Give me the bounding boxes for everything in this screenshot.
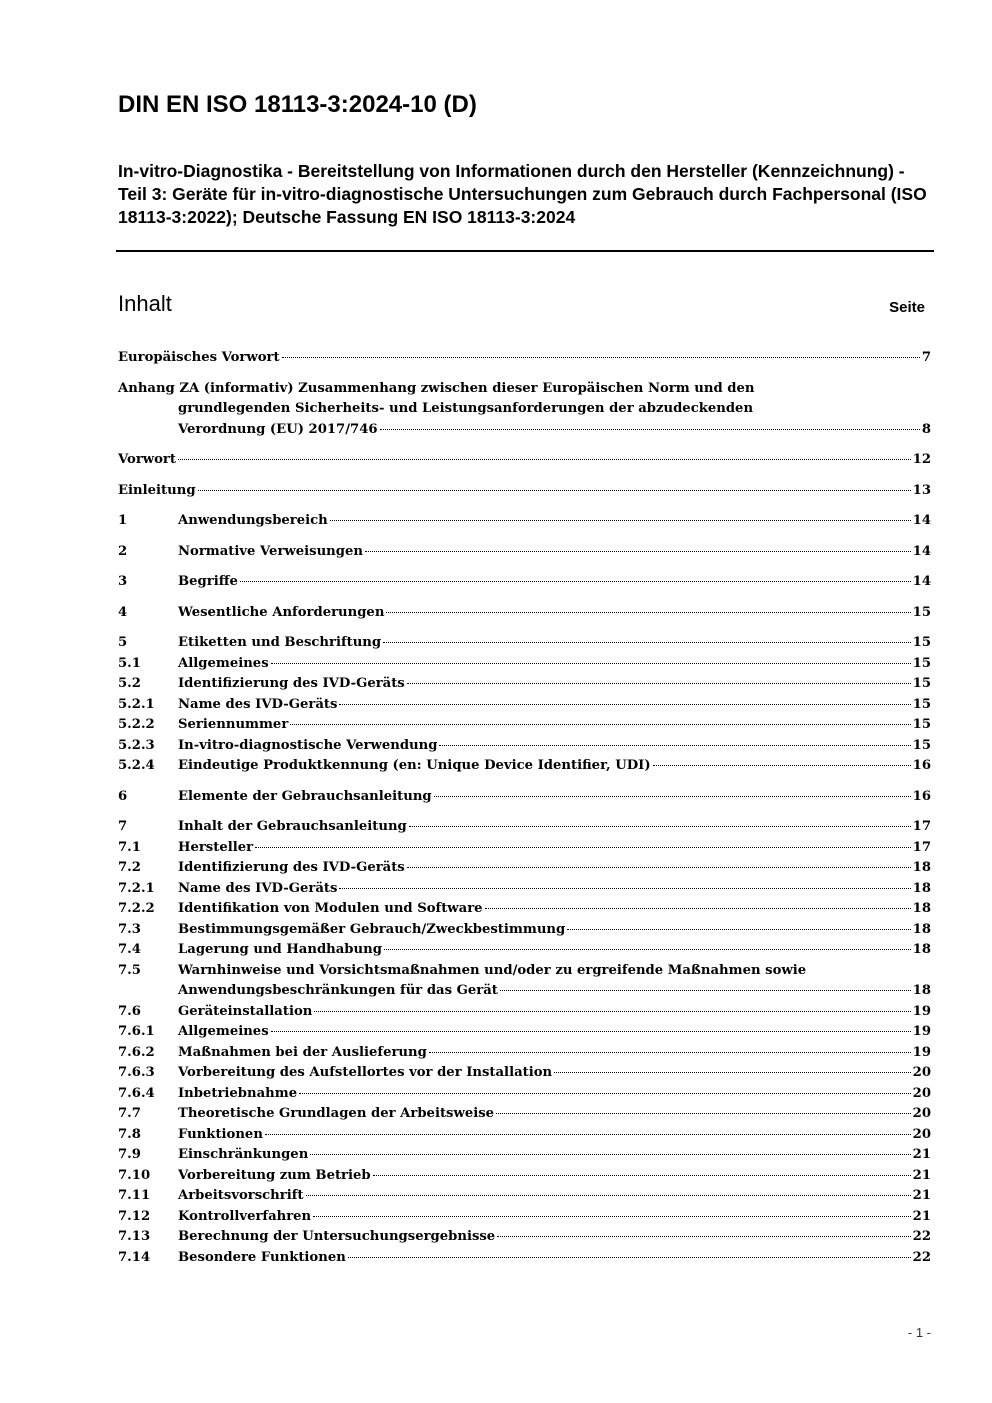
toc-entry-number: 3 xyxy=(118,574,128,589)
dot-leader xyxy=(497,1236,910,1237)
toc-entry[interactable] xyxy=(118,1227,931,1248)
toc-entry-title: Inhalt der Gebrauchsanleitung xyxy=(178,819,407,834)
toc-entry-number: 5.2.2 xyxy=(118,717,155,732)
dot-leader xyxy=(653,765,911,766)
toc-entry-number: 5.2 xyxy=(118,676,141,691)
toc-entry-page: 17 xyxy=(912,839,931,855)
toc-entry-title: Etiketten und Beschriftung xyxy=(178,635,382,650)
toc-entry-page: 8 xyxy=(921,421,931,437)
dot-leader xyxy=(567,929,910,930)
toc-entry-title: Wesentliche Anforderungen xyxy=(178,604,385,620)
dot-leader xyxy=(339,888,910,889)
toc-entry-page: 20 xyxy=(912,1065,931,1080)
table-of-contents xyxy=(118,348,931,1268)
dot-leader xyxy=(496,1113,911,1114)
dot-leader xyxy=(313,1216,910,1217)
toc-entry-page: 15 xyxy=(912,696,931,712)
toc-entry-title: Allgemeines xyxy=(178,1024,269,1039)
toc-entry-title: Maßnahmen bei der Auslieferung xyxy=(178,1044,427,1060)
toc-heading: Inhalt xyxy=(118,291,172,316)
toc-entry[interactable] xyxy=(118,1186,931,1207)
dot-leader xyxy=(409,826,911,827)
toc-entry-title: Eindeutige Produktkennung (en: Unique Device Identifier, UDI) xyxy=(178,758,651,773)
toc-entry-number: 5.2.4 xyxy=(118,758,155,773)
toc-entry-title: Vorbereitung zum Betrieb xyxy=(178,1167,371,1183)
dot-leader xyxy=(407,683,911,684)
toc-entry-page: 21 xyxy=(912,1208,931,1224)
toc-entry[interactable] xyxy=(118,899,931,920)
toc-entry[interactable] xyxy=(118,920,931,941)
toc-entry[interactable] xyxy=(118,450,931,471)
toc-entry-title: Normative Verweisungen xyxy=(178,543,363,559)
toc-entry[interactable] xyxy=(118,817,931,838)
toc-entry-page: 18 xyxy=(912,921,931,937)
toc-entry-page: 7 xyxy=(921,350,931,365)
toc-entry-number: 7.1 xyxy=(118,839,141,855)
toc-entry[interactable] xyxy=(118,1145,931,1166)
dot-leader xyxy=(240,581,911,582)
dot-leader xyxy=(500,990,911,991)
toc-entry-page: 15 xyxy=(912,717,931,732)
toc-entry[interactable] xyxy=(118,1166,931,1187)
toc-entry[interactable] xyxy=(118,1002,931,1023)
toc-entry-title: Besondere Funktionen xyxy=(178,1249,346,1265)
toc-entry-number: 7.12 xyxy=(118,1208,151,1224)
toc-entry-page: 19 xyxy=(912,1044,931,1060)
toc-entry-title: Einleitung xyxy=(118,482,196,498)
dot-leader xyxy=(485,908,911,909)
toc-entry-page: 15 xyxy=(912,737,931,753)
toc-entry-number: 5.2.3 xyxy=(118,737,155,753)
toc-entry-page: 14 xyxy=(912,574,931,589)
toc-entry[interactable] xyxy=(118,961,931,982)
page-number: - 1 - xyxy=(907,1325,931,1340)
dot-leader xyxy=(314,1011,910,1012)
toc-entry-page: 19 xyxy=(912,1024,931,1039)
toc-entry-page: 15 xyxy=(912,604,931,620)
toc-entry[interactable] xyxy=(118,838,931,859)
toc-entry-title: Vorwort xyxy=(118,452,176,467)
toc-entry-title-cont: Verordnung (EU) 2017/746 xyxy=(178,421,378,437)
toc-entry[interactable] xyxy=(118,1043,931,1064)
toc-entry-number: 7.6.2 xyxy=(118,1044,155,1060)
toc-entry[interactable] xyxy=(118,654,931,675)
dot-leader xyxy=(339,704,910,705)
toc-entry-title: Arbeitsvorschrift xyxy=(178,1188,304,1203)
dot-leader xyxy=(439,745,910,746)
dot-leader xyxy=(310,1154,910,1155)
toc-entry-title: Anwendungsbereich xyxy=(178,513,328,528)
toc-entry-number: 7.6 xyxy=(118,1003,141,1019)
toc-entry[interactable] xyxy=(118,1022,931,1043)
toc-entry-title: Allgemeines xyxy=(178,655,269,671)
toc-entry-title: Warnhinweise und Vorsichtsmaßnahmen und/oder zu ergreifende Maßnahmen sowie xyxy=(178,962,807,978)
toc-entry-title: Name des IVD-Geräts xyxy=(178,696,338,712)
toc-entry[interactable] xyxy=(118,736,931,757)
toc-entry-title: Identifikation von Modulen und Software xyxy=(178,901,483,916)
toc-entry-anhang-za[interactable] xyxy=(118,379,931,441)
toc-entry[interactable] xyxy=(118,1063,931,1084)
toc-entry[interactable] xyxy=(118,1248,931,1269)
toc-entry[interactable] xyxy=(118,1084,931,1105)
toc-entry-title: Begriffe xyxy=(178,574,238,589)
dot-leader xyxy=(178,459,911,460)
document-title: DIN EN ISO 18113-3:2024-10 (D) xyxy=(118,91,477,118)
toc-entry[interactable] xyxy=(118,879,931,900)
toc-entry-title: Seriennummer xyxy=(178,717,289,732)
toc-entry-page: 18 xyxy=(912,983,931,998)
toc-entry-title-cont: grundlegenden Sicherheits- und Leistungsanforderungen der abzudeckenden xyxy=(178,401,754,416)
toc-entry[interactable] xyxy=(118,715,931,736)
toc-entry[interactable] xyxy=(118,1207,931,1228)
toc-entry-number: 7.13 xyxy=(118,1229,151,1244)
toc-entry-number: 2 xyxy=(118,543,128,559)
toc-entry[interactable] xyxy=(118,603,931,624)
dot-leader xyxy=(271,1031,911,1032)
toc-entry-title: Geräteinstallation xyxy=(178,1003,313,1019)
toc-entry-number: 7 xyxy=(118,819,128,834)
toc-entry[interactable] xyxy=(118,674,931,695)
dot-leader xyxy=(299,1093,911,1094)
toc-entry-title: Theoretische Grundlagen der Arbeitsweise xyxy=(178,1106,495,1121)
toc-entry-page: 21 xyxy=(912,1188,931,1203)
toc-entry[interactable] xyxy=(118,542,931,563)
toc-entry-number: 7.2 xyxy=(118,860,141,875)
toc-entry-number: 7.6.1 xyxy=(118,1024,155,1039)
toc-entry-page: 13 xyxy=(912,482,931,498)
dot-leader xyxy=(271,663,911,664)
toc-entry-title: Inbetriebnahme xyxy=(178,1085,298,1101)
toc-entry-number: 1 xyxy=(118,513,128,528)
toc-entry-title: Lagerung und Handhabung xyxy=(178,942,382,957)
toc-entry-page: 22 xyxy=(912,1249,931,1265)
toc-entry-title: Elemente der Gebrauchsanleitung xyxy=(178,788,432,804)
toc-entry-page: 15 xyxy=(912,676,931,691)
toc-entry[interactable] xyxy=(118,481,931,502)
toc-entry-title: In-vitro-diagnostische Verwendung xyxy=(178,737,438,753)
toc-entry-page: 16 xyxy=(912,788,931,804)
toc-entry[interactable] xyxy=(118,1104,931,1125)
toc-entry-title: Berechnung der Untersuchungsergebnisse xyxy=(178,1229,496,1244)
toc-entry-title: Identifizierung des IVD-Geräts xyxy=(178,860,405,875)
dot-leader xyxy=(255,847,911,848)
toc-entry-number: 7.6.3 xyxy=(118,1065,155,1080)
document-subtitle: In-vitro-Diagnostika - Bereitstellung von Informationen durch den Hersteller (Kennzeichnung) - Teil 3: Geräte für in-vitro-diagnostische Untersuchungen zum Gebrauch durch Fachpersonal (ISO 18113-3:2022); Deutsche Fassung EN ISO 18113-3:2024 xyxy=(118,161,927,227)
toc-entry-page: 18 xyxy=(912,880,931,896)
toc-entry[interactable] xyxy=(118,511,931,532)
toc-entry-page: 21 xyxy=(912,1167,931,1183)
toc-entry[interactable] xyxy=(118,1125,931,1146)
toc-entry-title: Einschränkungen xyxy=(178,1147,309,1162)
toc-entry-page: 12 xyxy=(912,452,931,467)
toc-entry-title: Kontrollverfahren xyxy=(178,1208,312,1224)
toc-entry[interactable] xyxy=(118,787,931,808)
toc-entry[interactable] xyxy=(118,940,931,961)
dot-leader xyxy=(365,551,911,552)
toc-entry-continuation xyxy=(118,981,931,1002)
toc-entry-page: 20 xyxy=(912,1085,931,1101)
title-divider xyxy=(116,250,934,252)
toc-entry-number: 7.2.1 xyxy=(118,880,155,896)
dot-leader xyxy=(373,1175,911,1176)
toc-entry-title: Identifizierung des IVD-Geräts xyxy=(178,676,405,691)
toc-entry-title-cont: Anwendungsbeschränkungen für das Gerät xyxy=(178,983,498,998)
toc-entry-number: 4 xyxy=(118,604,128,620)
toc-entry-europaeisches-vorwort[interactable] xyxy=(118,348,931,369)
page-column-label: Seite xyxy=(889,299,925,316)
toc-entry-page: 17 xyxy=(912,819,931,834)
dot-leader xyxy=(330,520,911,521)
toc-entry-page: 20 xyxy=(912,1126,931,1142)
toc-entry-number: 7.14 xyxy=(118,1249,151,1265)
toc-entry-title: Hersteller xyxy=(178,839,254,855)
toc-entry-number: 5.1 xyxy=(118,655,141,671)
toc-entry-page: 14 xyxy=(912,543,931,559)
toc-entry-number: 7.8 xyxy=(118,1126,141,1142)
dot-leader xyxy=(380,429,920,430)
dot-leader xyxy=(407,867,911,868)
toc-entry-title: Funktionen xyxy=(178,1126,263,1142)
dot-leader xyxy=(429,1052,911,1053)
toc-entry-page: 19 xyxy=(912,1003,931,1019)
toc-entry[interactable] xyxy=(118,858,931,879)
toc-entry-page: 18 xyxy=(912,901,931,916)
toc-entry-number: 7.4 xyxy=(118,942,141,957)
toc-entry-number: 7.3 xyxy=(118,921,141,937)
toc-entry-number: 6 xyxy=(118,788,128,804)
dot-leader xyxy=(383,642,911,643)
toc-entry-last-line xyxy=(118,420,931,441)
toc-entry-page: 14 xyxy=(912,513,931,528)
toc-entry-number: 5 xyxy=(118,635,128,650)
dot-leader xyxy=(290,724,910,725)
dot-leader xyxy=(434,796,911,797)
toc-entry-number: 7.11 xyxy=(118,1188,151,1203)
toc-entry-page: 18 xyxy=(912,942,931,957)
toc-entry-title: Anhang ZA (informativ) Zusammenhang zwischen dieser Europäischen Norm und den xyxy=(118,380,755,396)
toc-entry-page: 18 xyxy=(912,860,931,875)
toc-entry-number: 7.10 xyxy=(118,1167,151,1183)
dot-leader xyxy=(306,1195,911,1196)
toc-entry[interactable] xyxy=(118,756,931,777)
toc-entry-title: Vorbereitung des Aufstellortes vor der Installation xyxy=(178,1065,553,1080)
dot-leader xyxy=(198,490,911,491)
toc-entry-number: 7.6.4 xyxy=(118,1085,155,1101)
toc-entry-number: 5.2.1 xyxy=(118,696,155,712)
toc-entry-title: Europäisches Vorwort xyxy=(118,350,280,365)
toc-entry-page: 15 xyxy=(912,655,931,671)
toc-entry-number: 7.5 xyxy=(118,962,141,978)
toc-entry[interactable] xyxy=(118,633,931,654)
toc-entry-page: 20 xyxy=(912,1106,931,1121)
toc-entry-title: Name des IVD-Geräts xyxy=(178,880,338,896)
dot-leader xyxy=(386,612,910,613)
dot-leader xyxy=(554,1072,911,1073)
toc-entry-page: 15 xyxy=(912,635,931,650)
toc-entry-page: 16 xyxy=(912,758,931,773)
toc-entry-title: Bestimmungsgemäßer Gebrauch/Zweckbestimmung xyxy=(178,921,566,937)
toc-entry[interactable] xyxy=(118,572,931,593)
toc-entry-page: 21 xyxy=(912,1147,931,1162)
dot-leader xyxy=(348,1257,911,1258)
toc-entry-number: 7.9 xyxy=(118,1147,141,1162)
dot-leader xyxy=(282,357,920,358)
dot-leader xyxy=(384,949,911,950)
toc-list xyxy=(118,450,931,1268)
dot-leader xyxy=(265,1134,911,1135)
toc-entry[interactable] xyxy=(118,695,931,716)
toc-entry-number: 7.2.2 xyxy=(118,901,155,916)
toc-entry-number: 7.7 xyxy=(118,1106,141,1121)
toc-entry-page: 22 xyxy=(912,1229,931,1244)
